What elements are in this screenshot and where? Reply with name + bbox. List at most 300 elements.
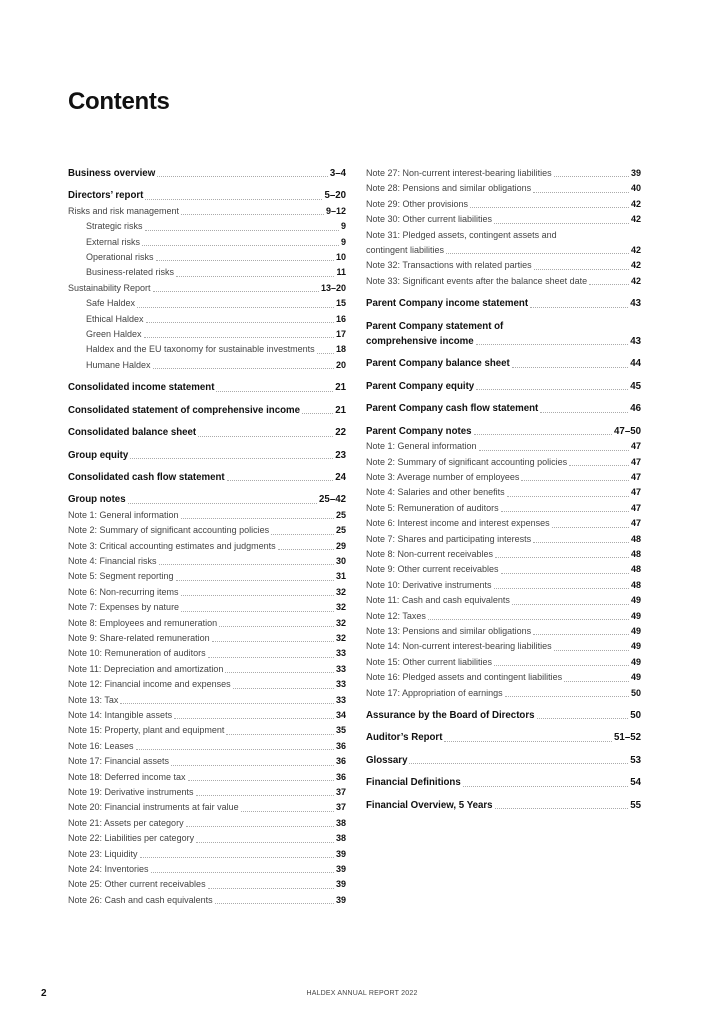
toc-entry-page: 47 bbox=[630, 518, 641, 529]
toc-entry-title: Note 27: Non-current interest-bearing liabilities bbox=[366, 168, 552, 178]
toc-entry-page: 44 bbox=[630, 358, 641, 370]
toc-entry[interactable] bbox=[366, 424, 641, 439]
toc-entry-page: 25 bbox=[335, 525, 346, 536]
dot-leader bbox=[176, 580, 334, 581]
toc-entry-title: Note 4: Salaries and other benefits bbox=[366, 487, 505, 498]
toc-entry[interactable] bbox=[68, 785, 346, 800]
dot-leader bbox=[146, 322, 334, 323]
toc-entry-title: Ethical Haldex bbox=[86, 313, 144, 324]
dot-leader bbox=[494, 588, 629, 589]
toc-entry[interactable] bbox=[68, 616, 346, 631]
toc-entry-page: 49 bbox=[630, 595, 641, 606]
toc-entry[interactable] bbox=[366, 753, 641, 768]
toc-entry[interactable] bbox=[68, 204, 346, 219]
toc-entry-page: 32 bbox=[335, 586, 346, 597]
toc-entry-page: 47 bbox=[630, 471, 641, 482]
toc-entry-page: 51–52 bbox=[614, 732, 641, 744]
dot-leader bbox=[512, 367, 628, 368]
toc-entry[interactable] bbox=[68, 770, 346, 785]
toc-entry-title: Financial Definitions bbox=[366, 777, 461, 789]
toc-entry-page: 39 bbox=[335, 848, 346, 859]
dot-leader bbox=[174, 718, 334, 719]
dot-leader bbox=[554, 176, 629, 177]
dot-leader bbox=[181, 611, 334, 612]
toc-entry[interactable] bbox=[68, 800, 346, 815]
dot-leader bbox=[142, 245, 339, 246]
dot-leader bbox=[589, 284, 629, 285]
toc-entry-title: Note 33: Significant events after the balance sheet date bbox=[366, 275, 588, 286]
toc-entry[interactable] bbox=[366, 166, 641, 181]
toc-entry[interactable] bbox=[366, 686, 641, 701]
toc-entry-title: Group notes bbox=[68, 494, 126, 506]
toc-entry[interactable] bbox=[68, 470, 346, 485]
toc-entry-title: Note 9: Other current receivables bbox=[366, 564, 499, 575]
dot-leader bbox=[409, 763, 628, 764]
dot-leader bbox=[507, 496, 629, 497]
toc-entry[interactable] bbox=[68, 281, 346, 296]
toc-entry[interactable] bbox=[68, 847, 346, 862]
dot-leader bbox=[171, 765, 334, 766]
toc-entry[interactable] bbox=[366, 439, 641, 454]
toc-entry-page: 49 bbox=[630, 656, 641, 667]
toc-entry-title: Note 22: Liabilities per category bbox=[68, 833, 195, 844]
toc-entry[interactable] bbox=[68, 662, 346, 677]
dot-leader bbox=[533, 634, 629, 635]
toc-entry[interactable] bbox=[366, 181, 641, 196]
toc-entry-title: Consolidated cash flow statement bbox=[68, 471, 225, 483]
toc-entry-title: External risks bbox=[86, 236, 141, 247]
dot-leader bbox=[140, 857, 334, 858]
dot-leader bbox=[494, 665, 629, 666]
toc-entry[interactable] bbox=[366, 401, 641, 416]
dot-leader bbox=[505, 696, 629, 697]
toc-entry-title: Sustainability Report bbox=[68, 282, 151, 293]
toc-entry-page: 13–20 bbox=[320, 282, 346, 293]
toc-entry-title: Consolidated balance sheet bbox=[68, 427, 197, 439]
dot-leader bbox=[569, 465, 629, 466]
toc-entry-title: Note 2: Summary of significant accounting policies bbox=[68, 525, 270, 536]
toc-entry[interactable] bbox=[68, 425, 346, 440]
toc-entry[interactable] bbox=[366, 730, 641, 745]
toc-entry-title: Auditor’s Report bbox=[366, 732, 443, 744]
dot-leader bbox=[564, 681, 629, 682]
toc-entry-page: 38 bbox=[335, 817, 346, 828]
toc-entry-title: Note 1: General information bbox=[366, 441, 477, 452]
toc-entry-title: Parent Company statement of bbox=[366, 320, 504, 332]
dot-leader bbox=[159, 564, 334, 565]
toc-entry[interactable] bbox=[68, 554, 346, 569]
toc-entry-title: Assurance by the Board of Directors bbox=[366, 710, 535, 721]
toc-entry-page: 11 bbox=[336, 267, 346, 278]
dot-leader bbox=[212, 641, 334, 642]
dot-leader bbox=[145, 230, 339, 231]
toc-entry-page: 42 bbox=[630, 260, 641, 271]
toc-entry[interactable] bbox=[366, 356, 641, 371]
toc-entry-title: Note 28: Pensions and similar obligations bbox=[366, 183, 532, 194]
toc-entry-page: 9 bbox=[340, 221, 346, 232]
toc-entry-title: Note 11: Cash and cash equivalents bbox=[366, 595, 510, 606]
toc-entry-page: 33 bbox=[335, 648, 346, 659]
toc-entry[interactable] bbox=[68, 250, 346, 265]
toc-entry[interactable] bbox=[366, 485, 641, 500]
toc-entry[interactable] bbox=[68, 693, 346, 708]
toc-entry[interactable] bbox=[366, 593, 641, 608]
toc-entry-page: 38 bbox=[335, 833, 346, 844]
toc-entry-page: 48 bbox=[630, 564, 641, 575]
toc-entry-title: Consolidated income statement bbox=[68, 382, 215, 394]
dot-leader bbox=[533, 542, 629, 543]
toc-entry-title: Note 10: Derivative instruments bbox=[366, 579, 492, 590]
toc-entry[interactable] bbox=[366, 379, 641, 394]
dot-leader bbox=[530, 307, 628, 308]
dot-leader bbox=[186, 826, 334, 827]
toc-entry-title: Note 8: Non-current receivables bbox=[366, 548, 494, 559]
toc-entry[interactable] bbox=[68, 312, 346, 327]
toc-entry[interactable] bbox=[366, 319, 641, 350]
toc-entry-page: 23 bbox=[335, 449, 346, 461]
toc-entry-title-cont: comprehensive income bbox=[366, 336, 474, 348]
dot-leader bbox=[534, 269, 629, 270]
toc-entry-page: 47 bbox=[630, 487, 641, 498]
toc-entry-page: 35 bbox=[335, 725, 346, 736]
toc-entry[interactable] bbox=[68, 508, 346, 523]
dot-leader bbox=[446, 253, 629, 254]
toc-entry-title: Note 24: Inventories bbox=[68, 864, 149, 875]
toc-entry-page: 9–12 bbox=[325, 205, 346, 216]
toc-entry[interactable] bbox=[366, 296, 641, 311]
toc-entry[interactable] bbox=[68, 739, 346, 754]
dot-leader bbox=[470, 207, 629, 208]
toc-entry-page: 10 bbox=[335, 252, 346, 263]
toc-entry-page: 48 bbox=[630, 533, 641, 544]
toc-entry-page: 20 bbox=[335, 359, 346, 370]
toc-entry-title: Note 16: Leases bbox=[68, 740, 134, 751]
toc-entry[interactable] bbox=[366, 708, 641, 723]
toc-entry-page: 21 bbox=[335, 404, 346, 416]
toc-entry-title: Note 25: Other current receivables bbox=[68, 879, 206, 890]
dot-leader bbox=[181, 214, 324, 215]
dot-leader bbox=[208, 657, 334, 658]
dot-leader bbox=[474, 434, 613, 435]
footer-text: HALDEX ANNUAL REPORT 2022 bbox=[306, 990, 418, 997]
toc-entry-page: 30 bbox=[335, 555, 346, 566]
toc-entry[interactable] bbox=[68, 523, 346, 538]
dot-leader bbox=[196, 842, 334, 843]
toc-entry-page: 16 bbox=[335, 313, 346, 324]
toc-entry-page: 47 bbox=[630, 441, 641, 452]
toc-entry-page: 37 bbox=[335, 802, 346, 813]
toc-entry-title: Note 10: Remuneration of auditors bbox=[68, 648, 206, 659]
dot-leader bbox=[151, 872, 334, 873]
toc-entry-title: Note 1: General information bbox=[68, 509, 179, 520]
toc-entry-page: 32 bbox=[335, 602, 346, 613]
toc-entry[interactable] bbox=[68, 342, 346, 357]
toc-entry-page: 54 bbox=[630, 777, 641, 789]
toc-entry[interactable] bbox=[366, 547, 641, 562]
toc-entry[interactable] bbox=[68, 831, 346, 846]
toc-entry[interactable] bbox=[366, 670, 641, 685]
dot-leader bbox=[479, 450, 629, 451]
dot-leader bbox=[512, 604, 629, 605]
toc-entry-page: 48 bbox=[630, 548, 641, 559]
dot-leader bbox=[196, 795, 334, 796]
toc-entry-title: Business overview bbox=[68, 168, 156, 179]
toc-entry-page: 21 bbox=[335, 382, 346, 394]
dot-leader bbox=[136, 749, 334, 750]
dot-leader bbox=[225, 672, 334, 673]
toc-entry-title: Note 2: Summary of significant accounting policies bbox=[366, 456, 568, 467]
dot-leader bbox=[476, 389, 628, 390]
toc-entry[interactable] bbox=[366, 274, 641, 289]
toc-entry-page: 48 bbox=[630, 579, 641, 590]
toc-entry-page: 53 bbox=[630, 754, 641, 766]
toc-entry[interactable] bbox=[68, 380, 346, 395]
dot-leader bbox=[501, 573, 629, 574]
toc-entry-title: Note 13: Pensions and similar obligations bbox=[366, 625, 532, 636]
dot-leader bbox=[181, 595, 334, 596]
toc-entry[interactable] bbox=[68, 539, 346, 554]
toc-entry[interactable] bbox=[366, 197, 641, 212]
toc-entry-title: Note 4: Financial risks bbox=[68, 555, 157, 566]
toc-entry[interactable] bbox=[68, 327, 346, 342]
dot-leader bbox=[219, 626, 334, 627]
dot-leader bbox=[128, 503, 317, 504]
toc-entry-title: Note 6: Non-recurring items bbox=[68, 586, 179, 597]
toc-entry-title: Note 13: Tax bbox=[68, 694, 119, 705]
toc-entry-title: Strategic risks bbox=[86, 221, 143, 232]
page-title: Contents bbox=[68, 88, 170, 115]
toc-entry-title-cont: contingent liabilities bbox=[366, 245, 445, 256]
dot-leader bbox=[153, 368, 334, 369]
toc-entry-title: Note 29: Other provisions bbox=[366, 198, 469, 209]
toc-entry[interactable] bbox=[366, 258, 641, 273]
toc-entry-page: 3–4 bbox=[329, 168, 346, 179]
toc-entry-page: 17 bbox=[335, 329, 346, 340]
toc-entry[interactable] bbox=[68, 166, 346, 181]
toc-entry[interactable] bbox=[366, 501, 641, 516]
dot-leader bbox=[495, 808, 629, 809]
toc-entry[interactable] bbox=[366, 228, 641, 259]
dot-leader bbox=[130, 458, 333, 459]
toc-entry[interactable] bbox=[366, 562, 641, 577]
dot-leader bbox=[198, 436, 333, 437]
toc-entry-page: 32 bbox=[335, 617, 346, 628]
toc-entry-page: 39 bbox=[630, 168, 641, 178]
toc-entry-title: Note 3: Average number of employees bbox=[366, 471, 520, 482]
toc-entry[interactable] bbox=[366, 212, 641, 227]
footer-page-number: 2 bbox=[41, 988, 47, 999]
dot-leader bbox=[144, 337, 334, 338]
toc-entry[interactable] bbox=[68, 219, 346, 234]
toc-entry-page: 42 bbox=[630, 245, 641, 256]
toc-entry-page: 46 bbox=[630, 403, 641, 415]
toc-entry[interactable] bbox=[366, 655, 641, 670]
toc-entry[interactable] bbox=[68, 448, 346, 463]
toc-entry-title: Glossary bbox=[366, 754, 408, 766]
toc-entry-title: Note 21: Assets per category bbox=[68, 817, 184, 828]
toc-entry[interactable] bbox=[68, 877, 346, 892]
dot-leader bbox=[540, 412, 628, 413]
toc-entry[interactable] bbox=[68, 296, 346, 311]
toc-entry-page: 49 bbox=[630, 672, 641, 683]
dot-leader bbox=[501, 511, 629, 512]
toc-entry-title: Parent Company balance sheet bbox=[366, 358, 510, 370]
toc-entry[interactable] bbox=[68, 646, 346, 661]
toc-right-column bbox=[366, 166, 641, 813]
toc-entry[interactable] bbox=[366, 578, 641, 593]
toc-entry-title: Note 12: Financial income and expenses bbox=[68, 679, 231, 690]
toc-entry[interactable] bbox=[68, 492, 346, 507]
toc-entry-title: Note 12: Taxes bbox=[366, 610, 426, 621]
dot-leader bbox=[302, 413, 333, 414]
dot-leader bbox=[176, 276, 334, 277]
toc-entry-page: 55 bbox=[630, 799, 641, 811]
toc-entry-page: 49 bbox=[630, 625, 641, 636]
toc-entry-page: 32 bbox=[335, 632, 346, 643]
toc-entry[interactable] bbox=[68, 188, 346, 203]
toc-entry-title: Parent Company equity bbox=[366, 380, 475, 392]
toc-entry[interactable] bbox=[366, 516, 641, 531]
toc-entry-title: Consolidated statement of comprehensive income bbox=[68, 404, 301, 416]
toc-entry-title: Note 20: Financial instruments at fair value bbox=[68, 802, 239, 813]
dot-leader bbox=[120, 703, 334, 704]
toc-entry[interactable] bbox=[68, 893, 346, 908]
toc-entry-title: Note 17: Appropriation of earnings bbox=[366, 687, 503, 698]
toc-entry-page: 25–42 bbox=[319, 494, 346, 506]
toc-entry[interactable] bbox=[366, 455, 641, 470]
toc-entry-page: 22 bbox=[335, 427, 346, 439]
dot-leader bbox=[153, 291, 319, 292]
toc-entry-title: Directors’ report bbox=[68, 190, 144, 202]
dot-leader bbox=[156, 260, 334, 261]
toc-entry-page: 50 bbox=[630, 710, 641, 721]
toc-entry-title: Note 8: Employees and remuneration bbox=[68, 617, 218, 628]
toc-entry-page: 33 bbox=[335, 694, 346, 705]
dot-leader bbox=[495, 557, 629, 558]
dot-leader bbox=[537, 718, 629, 719]
toc-entry-page: 9 bbox=[340, 236, 346, 247]
toc-entry-title: Note 31: Pledged assets, contingent assets and bbox=[366, 229, 557, 240]
dot-leader bbox=[463, 786, 628, 787]
toc-entry[interactable] bbox=[366, 798, 641, 813]
toc-entry-page: 24 bbox=[335, 471, 346, 483]
toc-entry-title: Humane Haldex bbox=[86, 359, 151, 370]
toc-entry[interactable] bbox=[68, 585, 346, 600]
toc-entry-page: 40 bbox=[630, 183, 641, 194]
toc-left-column bbox=[68, 166, 346, 908]
toc-entry[interactable] bbox=[366, 470, 641, 485]
toc-entry[interactable] bbox=[366, 609, 641, 624]
toc-entry-title: Note 15: Property, plant and equipment bbox=[68, 725, 225, 736]
toc-entry-title: Note 19: Derivative instruments bbox=[68, 787, 194, 798]
toc-entry-title: Note 5: Segment reporting bbox=[68, 571, 174, 582]
dot-leader bbox=[533, 192, 629, 193]
toc-entry-title: Note 17: Financial assets bbox=[68, 756, 170, 767]
toc-entry-title: Note 11: Depreciation and amortization bbox=[68, 663, 224, 674]
toc-entry-title: Note 9: Share-related remuneration bbox=[68, 632, 210, 643]
toc-entry-title: Note 30: Other current liabilities bbox=[366, 214, 493, 225]
toc-entry-title: Note 16: Pledged assets and contingent liabilities bbox=[366, 672, 563, 683]
dot-leader bbox=[137, 307, 334, 308]
dot-leader bbox=[216, 391, 333, 392]
toc-entry[interactable] bbox=[68, 816, 346, 831]
toc-entry-page: 31 bbox=[335, 571, 346, 582]
toc-entry-title: Note 6: Interest income and interest expenses bbox=[366, 518, 550, 529]
dot-leader bbox=[428, 619, 629, 620]
toc-entry-title: Haldex and the EU taxonomy for sustainable investments bbox=[86, 344, 315, 355]
dot-leader bbox=[181, 518, 334, 519]
dot-leader bbox=[444, 741, 612, 742]
toc-entry[interactable] bbox=[68, 403, 346, 418]
toc-entry[interactable] bbox=[68, 708, 346, 723]
toc-entry-page: 50 bbox=[630, 687, 641, 698]
toc-entry-page: 39 bbox=[335, 879, 346, 890]
toc-entry-title: Parent Company cash flow statement bbox=[366, 403, 539, 415]
dot-leader bbox=[227, 480, 334, 481]
toc-entry[interactable] bbox=[366, 532, 641, 547]
toc-entry-title: Note 14: Intangible assets bbox=[68, 710, 173, 720]
toc-entry-title: Note 14: Non-current interest-bearing liabilities bbox=[366, 641, 552, 652]
toc-entry-title: Safe Haldex bbox=[86, 298, 136, 309]
dot-leader bbox=[476, 344, 629, 345]
toc-entry-page: 49 bbox=[630, 610, 641, 621]
toc-entry[interactable] bbox=[366, 624, 641, 639]
toc-entry-page: 42 bbox=[630, 275, 641, 286]
dot-leader bbox=[233, 688, 334, 689]
dot-leader bbox=[271, 534, 334, 535]
dot-leader bbox=[157, 176, 328, 177]
dot-leader bbox=[554, 650, 629, 651]
toc-entry[interactable] bbox=[68, 265, 346, 280]
toc-entry-page: 47–50 bbox=[614, 425, 641, 437]
toc-entry[interactable] bbox=[68, 754, 346, 769]
toc-entry-page: 42 bbox=[630, 198, 641, 209]
toc-entry-title: Note 18: Deferred income tax bbox=[68, 771, 186, 782]
toc-entry-page: 43 bbox=[630, 336, 641, 348]
toc-entry-page: 34 bbox=[335, 710, 346, 720]
dot-leader bbox=[552, 527, 629, 528]
toc-entry-page: 42 bbox=[630, 214, 641, 225]
toc-entry-page: 47 bbox=[630, 502, 641, 513]
dot-leader bbox=[188, 780, 334, 781]
toc-entry-title: Operational risks bbox=[86, 252, 154, 263]
toc-entry-page: 47 bbox=[630, 456, 641, 467]
dot-leader bbox=[521, 480, 629, 481]
dot-leader bbox=[278, 549, 334, 550]
dot-leader bbox=[494, 223, 629, 224]
toc-entry[interactable] bbox=[68, 677, 346, 692]
toc-entry[interactable] bbox=[68, 723, 346, 738]
toc-entry-page: 45 bbox=[630, 380, 641, 392]
toc-entry-title: Risks and risk management bbox=[68, 205, 180, 216]
toc-entry-title: Note 32: Transactions with related parties bbox=[366, 260, 532, 271]
toc-entry-page: 29 bbox=[335, 540, 346, 551]
toc-entry-title: Business-related risks bbox=[86, 267, 175, 278]
toc-entry[interactable] bbox=[366, 775, 641, 790]
toc-entry-title: Note 7: Shares and participating interests bbox=[366, 533, 532, 544]
dot-leader bbox=[215, 903, 334, 904]
toc-entry-page: 43 bbox=[630, 298, 641, 310]
toc-entry[interactable] bbox=[366, 639, 641, 654]
toc-entry[interactable] bbox=[68, 235, 346, 250]
toc-entry[interactable] bbox=[68, 631, 346, 646]
toc-entry[interactable] bbox=[68, 600, 346, 615]
toc-entry[interactable] bbox=[68, 358, 346, 373]
toc-entry[interactable] bbox=[68, 862, 346, 877]
toc-entry-title: Parent Company notes bbox=[366, 425, 472, 437]
toc-entry[interactable] bbox=[68, 569, 346, 584]
toc-entry-page: 39 bbox=[335, 894, 346, 905]
